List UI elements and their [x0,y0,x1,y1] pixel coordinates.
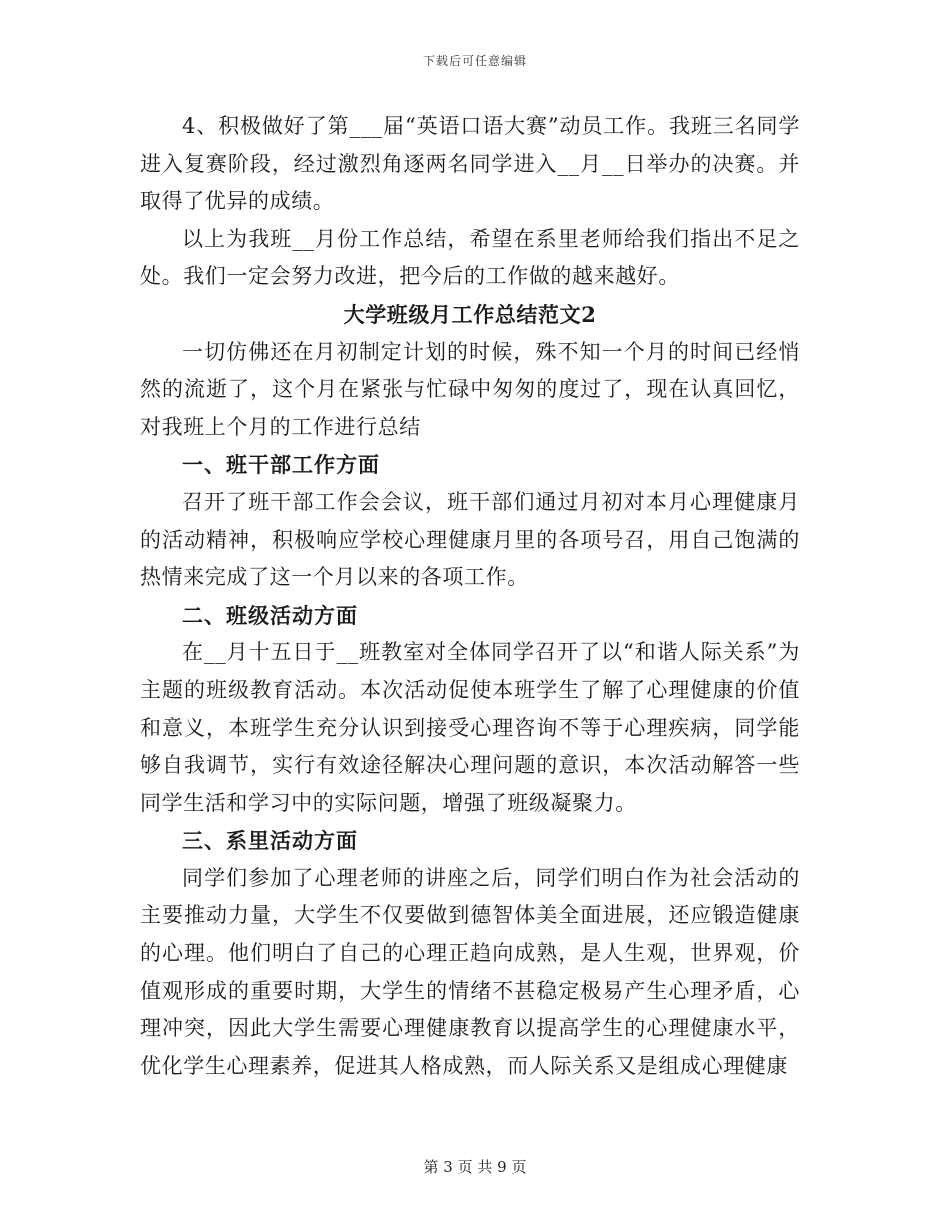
paragraph-1: 4、积极做好了第___届“英语口语大赛”动员工作。我班三名同学进入复赛阶段，经过激烈角逐两名同学进入__月__日举办的决赛。并取得了优异的成绩。 [140,114,800,214]
paragraph-5: 在__月十五日于__班教室对全体同学召开了以“和谐人际关系”为主题的班级教育活动。本次活动促使本班学生了解了心理健康的价值和意义，本班学生充分认识到接受心理咨询不等于心理疾病，同学能够自我调节，实行有效途径解决心理问题的意识，本次活动解答一些同学生活和学习中的实际问题，增强了班级凝聚力。 [140,640,800,815]
heading-department-activity: 三、系里活动方面 [182,828,358,854]
header-note: 下载后可任意编辑 [422,54,527,68]
heading-class-cadre: 一、班干部工作方面 [182,452,380,478]
paragraph-3: 一切仿佛还在月初制定计划的时候，殊不知一个月的时间已经悄然的流逝了，这个月在紧张与忙碌中匆匆的度过了，现在认真回忆，对我班上个月的工作进行总结 [140,339,800,439]
section-title: 大学班级月工作总结范文2 [343,301,597,327]
document-body [140,108,800,1085]
paragraph-4: 召开了班干部工作会会议，班干部们通过月初对本月心理健康月的活动精神，积极响应学校心理健康月里的各项号召，用自己饱满的热情来完成了这一个月以来的各项工作。 [140,489,800,590]
page-indicator: 第 3 页 共 9 页 [423,1158,527,1176]
heading-class-activity: 二、班级活动方面 [182,602,358,628]
paragraph-2: 以上为我班__月份工作总结，希望在系里老师给我们指出不足之处。我们一定会努力改进，把今后的工作做的越来越好。 [140,226,800,289]
paragraph-6: 同学们参加了心理老师的讲座之后，同学们明白作为社会活动的主要推动力量，大学生不仅要做到德智体美全面进展，还应锻造健康的心理。他们明白了自己的心理正趋向成熟，是人生观，世界观，价值观形成的重要时期，大学生的情绪不甚稳定极易产生心理矛盾，心理冲突，因此大学生需要心理健康教育以提高学生的心理健康水平，优化学生心理素养，促进其人格成熟，而人际关系又是组成心理健康 [140,865,800,1078]
